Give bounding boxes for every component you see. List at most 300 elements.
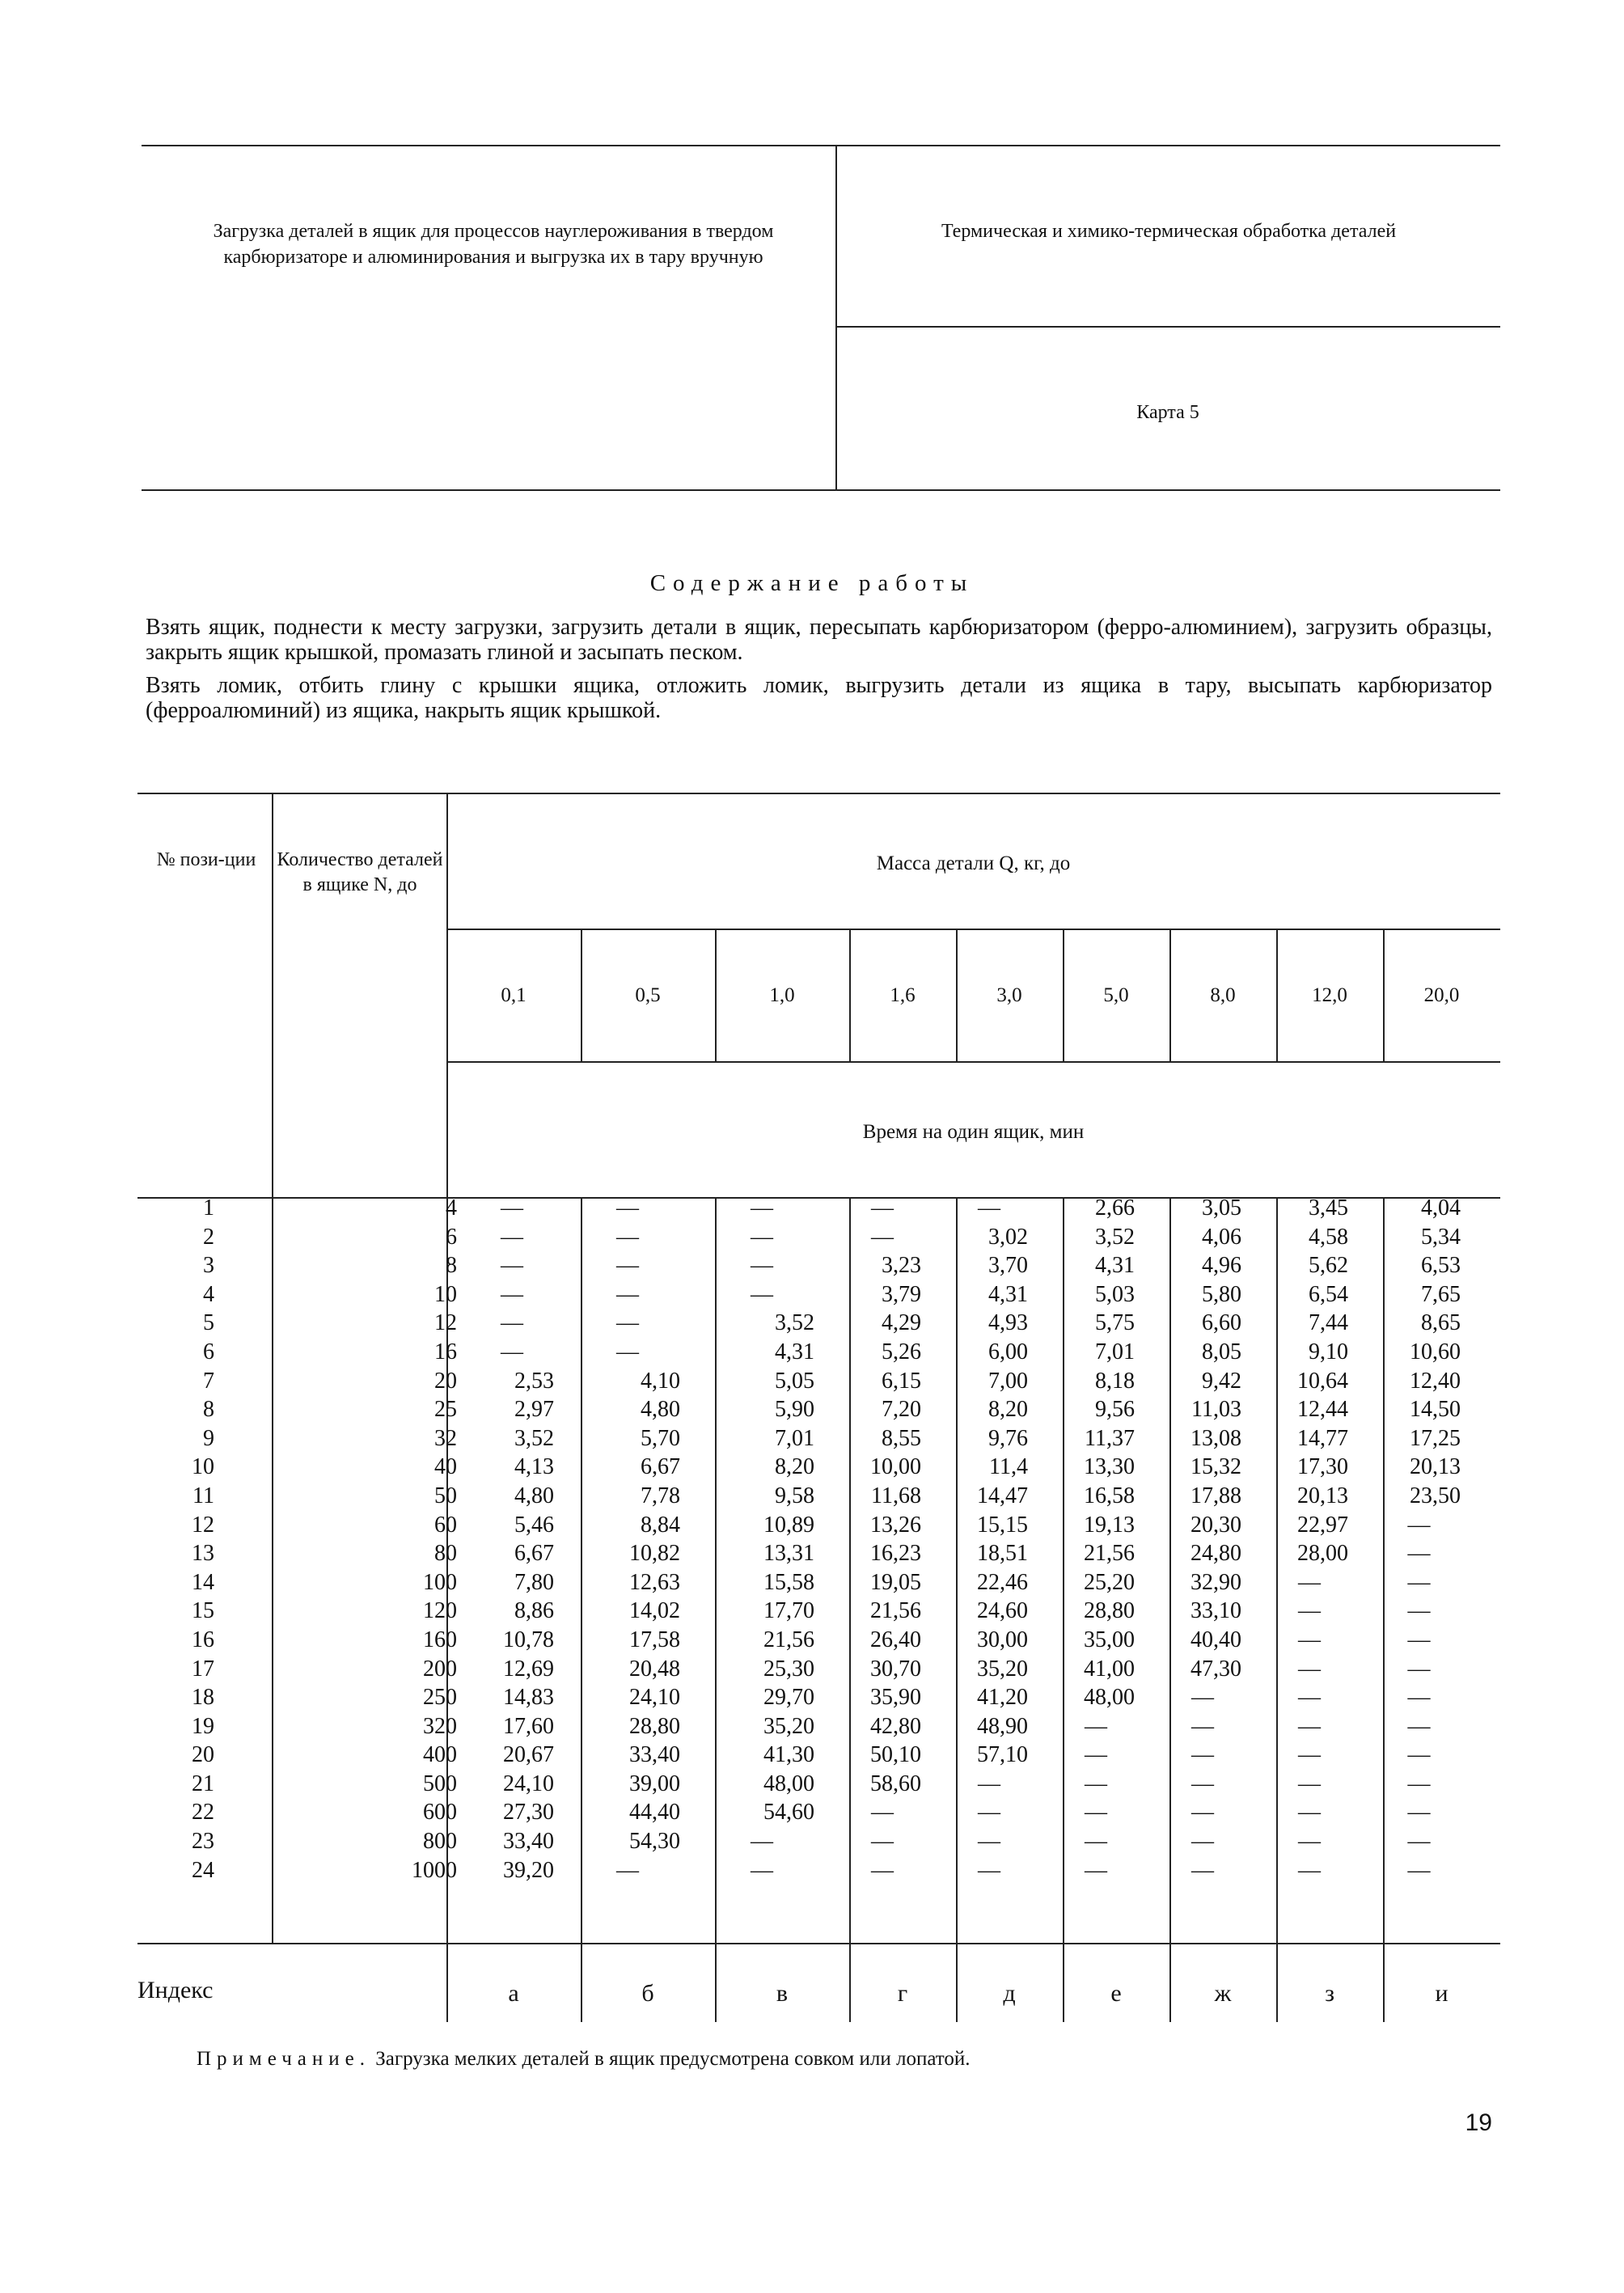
position-cell: 21: [192, 1771, 214, 1796]
time-value-cell: 12,63: [629, 1569, 680, 1595]
position-cell: 12: [192, 1512, 214, 1538]
time-value-cell: 14,47: [977, 1483, 1028, 1508]
work-paragraph-1: Взять ящик, поднести к месту загрузки, загрузить детали в ящик, пересыпать карбюризатором (ферро-алюминием), загрузить образцы, закрыть ящик крышкой, промазать глиной и засыпать песком.: [146, 615, 1492, 665]
time-value-cell: 14,77: [1297, 1425, 1348, 1451]
time-value-cell: —: [1407, 1541, 1431, 1567]
time-value-cell: —: [1085, 1713, 1107, 1739]
time-value-cell: 42,80: [870, 1713, 921, 1739]
time-value-cell: 41,30: [763, 1742, 814, 1768]
time-value-cell: 6,67: [641, 1454, 680, 1480]
time-value-cell: 14,02: [629, 1598, 680, 1624]
time-norms-table: [137, 1194, 1475, 1885]
time-value-cell: 22,46: [977, 1569, 1028, 1595]
time-value-cell: —: [751, 1829, 773, 1855]
time-value-cell: 17,70: [763, 1598, 814, 1624]
time-value-cell: —: [978, 1195, 1000, 1221]
quantity-cell: 4: [446, 1195, 457, 1221]
table-row: [137, 1798, 1475, 1827]
time-value-cell: 12,69: [503, 1656, 554, 1682]
time-value-cell: 17,25: [1410, 1425, 1461, 1451]
time-value-cell: 33,10: [1191, 1598, 1241, 1624]
position-cell: 7: [203, 1368, 214, 1394]
time-value-cell: 4,58: [1309, 1224, 1348, 1250]
time-value-cell: 4,06: [1202, 1224, 1241, 1250]
time-value-cell: 5,75: [1095, 1310, 1135, 1336]
quantity-cell: 20: [434, 1368, 457, 1394]
mass-value-header: 3,0: [996, 984, 1022, 1006]
table-top-rule: [137, 793, 1500, 794]
position-cell: 11: [192, 1483, 214, 1508]
time-value-cell: 39,20: [503, 1857, 554, 1883]
index-letter: б: [641, 1980, 654, 2007]
position-cell: 8: [203, 1397, 214, 1423]
position-cell: 5: [203, 1310, 214, 1336]
time-value-cell: 4,80: [641, 1397, 680, 1423]
time-value-cell: —: [1085, 1857, 1107, 1883]
position-cell: 18: [192, 1685, 214, 1711]
time-value-cell: —: [1298, 1598, 1321, 1624]
card-label: Карта 5: [1136, 402, 1199, 423]
quantity-cell: 8: [446, 1253, 457, 1279]
position-cell: 23: [192, 1829, 214, 1855]
time-value-cell: 40,40: [1191, 1627, 1241, 1652]
time-value-cell: 44,40: [629, 1800, 680, 1826]
time-value-cell: —: [871, 1224, 894, 1250]
table-row: [137, 1367, 1475, 1396]
time-value-cell: 4,31: [988, 1281, 1028, 1307]
time-value-cell: 54,30: [629, 1829, 680, 1855]
time-value-cell: 58,60: [870, 1771, 921, 1796]
position-cell: 17: [192, 1656, 214, 1682]
time-value-cell: 5,05: [775, 1368, 814, 1394]
index-label: Индекс: [137, 1977, 214, 2003]
time-value-cell: 24,10: [503, 1771, 554, 1796]
time-value-cell: 11,03: [1191, 1397, 1241, 1423]
mass-value-header: 5,0: [1103, 984, 1129, 1006]
time-value-cell: 4,96: [1202, 1253, 1241, 1279]
time-value-cell: 24,80: [1191, 1541, 1241, 1567]
time-value-cell: —: [1407, 1857, 1431, 1883]
quantity-cell: 12: [434, 1310, 457, 1336]
time-value-cell: 39,00: [629, 1771, 680, 1796]
position-cell: 19: [192, 1713, 214, 1739]
position-cell: 2: [203, 1224, 214, 1250]
position-cell: 10: [192, 1454, 214, 1480]
time-value-cell: 3,52: [1095, 1224, 1135, 1250]
mass-value-header: 8,0: [1210, 984, 1236, 1006]
process-title: Термическая и химико-термическая обработка деталей: [941, 221, 1397, 242]
time-value-cell: 48,90: [977, 1713, 1028, 1739]
time-value-cell: —: [751, 1253, 773, 1279]
time-value-cell: —: [978, 1857, 1000, 1883]
table-body-bottom-rule: [137, 1943, 1500, 1944]
time-value-cell: 3,02: [988, 1224, 1028, 1250]
time-value-cell: —: [1191, 1771, 1214, 1796]
time-value-cell: 15,32: [1191, 1454, 1241, 1480]
time-value-cell: 9,58: [775, 1483, 814, 1508]
time-value-cell: 10,00: [870, 1454, 921, 1480]
time-value-cell: —: [1191, 1829, 1214, 1855]
position-cell: 16: [192, 1627, 214, 1652]
time-value-cell: —: [616, 1253, 639, 1279]
time-value-cell: 29,70: [763, 1685, 814, 1711]
time-value-cell: —: [1191, 1857, 1214, 1883]
index-letter: е: [1110, 1980, 1122, 2007]
time-value-cell: 3,05: [1202, 1195, 1241, 1221]
position-cell: 1: [203, 1195, 214, 1221]
time-value-cell: 7,00: [988, 1368, 1028, 1394]
time-value-cell: 20,30: [1191, 1512, 1241, 1538]
position-cell: 6: [203, 1339, 214, 1364]
time-value-cell: —: [1085, 1771, 1107, 1796]
note-label: Примечание.: [197, 2048, 371, 2070]
time-value-cell: —: [1407, 1569, 1431, 1595]
time-value-cell: 19,05: [870, 1569, 921, 1595]
table-row: [137, 1626, 1475, 1655]
table-row: [137, 1511, 1475, 1540]
time-value-cell: 8,05: [1202, 1339, 1241, 1364]
time-value-cell: —: [501, 1310, 523, 1336]
time-value-cell: 3,79: [882, 1281, 921, 1307]
quantity-cell: 16: [434, 1339, 457, 1364]
time-value-cell: 22,97: [1297, 1512, 1348, 1538]
time-value-cell: 6,60: [1202, 1310, 1241, 1336]
time-value-cell: 16,58: [1084, 1483, 1135, 1508]
time-value-cell: —: [751, 1857, 773, 1883]
time-value-cell: 13,31: [763, 1541, 814, 1567]
table-row: [137, 1194, 1475, 1223]
time-value-cell: —: [1085, 1829, 1107, 1855]
time-value-cell: 33,40: [503, 1829, 554, 1855]
time-value-cell: 3,23: [882, 1253, 921, 1279]
time-value-cell: 10,60: [1410, 1339, 1461, 1364]
time-value-cell: 3,45: [1309, 1195, 1348, 1221]
time-value-cell: —: [1407, 1800, 1431, 1826]
qty-column-header: Количество деталей в ящике N, до: [277, 849, 443, 895]
time-value-cell: 26,40: [870, 1627, 921, 1652]
time-value-cell: —: [1407, 1656, 1431, 1682]
quantity-cell: 100: [423, 1569, 457, 1595]
quantity-cell: 60: [434, 1512, 457, 1538]
time-value-cell: 5,34: [1421, 1224, 1461, 1250]
time-value-cell: —: [1298, 1685, 1321, 1711]
time-value-cell: 28,00: [1297, 1541, 1348, 1567]
time-value-cell: 57,10: [977, 1742, 1028, 1768]
time-value-cell: 2,53: [514, 1368, 554, 1394]
mass-value-header: 12,0: [1312, 984, 1347, 1006]
time-value-cell: 5,03: [1095, 1281, 1135, 1307]
table-row: [137, 1827, 1475, 1856]
position-cell: 22: [192, 1800, 214, 1826]
quantity-cell: 250: [423, 1685, 457, 1711]
time-value-cell: 8,84: [641, 1512, 680, 1538]
time-value-cell: 41,20: [977, 1685, 1028, 1711]
time-value-cell: 17,88: [1191, 1483, 1241, 1508]
quantity-cell: 160: [423, 1627, 457, 1652]
time-value-cell: 15,15: [977, 1512, 1028, 1538]
time-value-cell: —: [1298, 1627, 1321, 1652]
time-value-cell: 6,67: [514, 1541, 554, 1567]
time-value-cell: 7,65: [1421, 1281, 1461, 1307]
time-value-cell: —: [751, 1281, 773, 1307]
table-row: [137, 1712, 1475, 1741]
time-value-cell: 16,23: [870, 1541, 921, 1567]
time-value-cell: 20,13: [1410, 1454, 1461, 1480]
quantity-cell: 800: [423, 1829, 457, 1855]
time-value-cell: —: [1298, 1742, 1321, 1768]
header-bottom-rule: [142, 489, 1500, 491]
quantity-cell: 10: [434, 1281, 457, 1307]
position-cell: 24: [192, 1857, 214, 1883]
time-value-cell: 11,68: [871, 1483, 921, 1508]
time-value-cell: —: [1407, 1598, 1431, 1624]
time-value-cell: 9,56: [1095, 1397, 1135, 1423]
time-value-cell: —: [1085, 1742, 1107, 1768]
time-value-cell: 9,76: [988, 1425, 1028, 1451]
time-value-cell: —: [751, 1195, 773, 1221]
time-value-cell: 8,86: [514, 1598, 554, 1624]
quantity-cell: 40: [434, 1454, 457, 1480]
time-value-cell: —: [1191, 1713, 1214, 1739]
time-value-cell: 6,54: [1309, 1281, 1348, 1307]
time-value-cell: 8,20: [775, 1454, 814, 1480]
time-value-cell: 20,13: [1297, 1483, 1348, 1508]
time-value-cell: 4,93: [988, 1310, 1028, 1336]
time-value-cell: 10,82: [629, 1541, 680, 1567]
time-value-cell: 4,29: [882, 1310, 921, 1336]
time-value-cell: —: [1407, 1685, 1431, 1711]
time-value-cell: 7,20: [882, 1397, 921, 1423]
table-row: [137, 1251, 1475, 1280]
table-row: [137, 1280, 1475, 1309]
time-value-cell: —: [1298, 1713, 1321, 1739]
time-value-cell: —: [871, 1829, 894, 1855]
mass-group-header: Масса детали Q, кг, до: [876, 852, 1071, 874]
table-row: [137, 1395, 1475, 1424]
time-value-cell: 4,31: [775, 1339, 814, 1364]
time-group-header: Время на один ящик, мин: [862, 1121, 1085, 1143]
time-value-cell: —: [1407, 1742, 1431, 1768]
time-value-cell: —: [501, 1281, 523, 1307]
time-value-cell: —: [978, 1800, 1000, 1826]
time-value-cell: 17,60: [503, 1713, 554, 1739]
position-cell: 13: [192, 1541, 214, 1567]
time-value-cell: 8,55: [882, 1425, 921, 1451]
time-value-cell: 30,70: [870, 1656, 921, 1682]
mass-value-header: 1,6: [890, 984, 916, 1006]
time-value-cell: 20,48: [629, 1656, 680, 1682]
time-value-cell: —: [1407, 1829, 1431, 1855]
time-value-cell: 10,64: [1297, 1368, 1348, 1394]
time-value-cell: —: [616, 1281, 639, 1307]
time-value-cell: 12,40: [1410, 1368, 1461, 1394]
time-value-cell: 3,52: [775, 1310, 814, 1336]
quantity-cell: 200: [423, 1656, 457, 1682]
time-value-cell: 14,50: [1410, 1397, 1461, 1423]
time-value-cell: —: [501, 1224, 523, 1250]
time-value-cell: 35,20: [977, 1656, 1028, 1682]
index-letter: а: [508, 1980, 519, 2007]
time-value-cell: 5,70: [641, 1425, 680, 1451]
table-row: [137, 1741, 1475, 1770]
time-value-cell: 27,30: [503, 1800, 554, 1826]
time-value-cell: 35,20: [763, 1713, 814, 1739]
time-value-cell: —: [501, 1253, 523, 1279]
time-value-cell: 28,80: [629, 1713, 680, 1739]
time-value-cell: 6,53: [1421, 1253, 1461, 1279]
quantity-cell: 400: [423, 1742, 457, 1768]
index-letter: д: [1003, 1980, 1016, 2007]
time-value-cell: —: [616, 1224, 639, 1250]
table-row: [137, 1597, 1475, 1626]
quantity-cell: 120: [423, 1598, 457, 1624]
time-value-cell: 21,56: [870, 1598, 921, 1624]
time-value-cell: 28,80: [1084, 1598, 1135, 1624]
quantity-cell: 6: [446, 1224, 457, 1250]
time-value-cell: —: [501, 1195, 523, 1221]
time-value-cell: 48,00: [763, 1771, 814, 1796]
time-value-cell: 7,01: [1095, 1339, 1135, 1364]
time-value-cell: 4,10: [641, 1368, 680, 1394]
operation-title: Загрузка деталей в ящик для процессов науглероживания в твердом карбюризаторе и алюминирования и выгрузка их в тару вручную: [213, 221, 774, 268]
time-value-cell: —: [1298, 1857, 1321, 1883]
position-cell: 3: [203, 1253, 214, 1279]
header-divider: [835, 145, 837, 489]
time-value-cell: 5,62: [1309, 1253, 1348, 1279]
time-value-cell: 30,00: [977, 1627, 1028, 1652]
time-value-cell: 15,58: [763, 1569, 814, 1595]
table-row: [137, 1482, 1475, 1511]
time-value-cell: 24,60: [977, 1598, 1028, 1624]
time-value-cell: —: [871, 1857, 894, 1883]
time-value-cell: 3,70: [988, 1253, 1028, 1279]
time-value-cell: 35,00: [1084, 1627, 1135, 1652]
time-value-cell: 8,65: [1421, 1310, 1461, 1336]
time-value-cell: —: [616, 1339, 639, 1364]
time-value-cell: 14,83: [503, 1685, 554, 1711]
table-row: [137, 1453, 1475, 1482]
time-value-cell: 13,26: [870, 1512, 921, 1538]
time-value-cell: —: [1407, 1713, 1431, 1739]
index-letter: и: [1435, 1980, 1448, 2007]
time-value-cell: 2,97: [514, 1397, 554, 1423]
time-value-cell: —: [1407, 1627, 1431, 1652]
time-value-cell: —: [978, 1771, 1000, 1796]
time-value-cell: 7,78: [641, 1483, 680, 1508]
time-value-cell: 23,50: [1410, 1483, 1461, 1508]
quantity-cell: 1000: [412, 1857, 457, 1883]
time-value-cell: 5,26: [882, 1339, 921, 1364]
time-value-cell: 48,00: [1084, 1685, 1135, 1711]
table-row: [137, 1309, 1475, 1338]
time-value-cell: 25,20: [1084, 1569, 1135, 1595]
time-value-cell: 33,40: [629, 1742, 680, 1768]
time-value-cell: 21,56: [1084, 1541, 1135, 1567]
time-value-cell: 17,58: [629, 1627, 680, 1652]
footnote: [197, 2048, 971, 2071]
table-row: [137, 1655, 1475, 1684]
time-value-cell: 4,13: [514, 1454, 554, 1480]
time-value-cell: 21,56: [763, 1627, 814, 1652]
time-value-cell: —: [871, 1195, 894, 1221]
quantity-cell: 600: [423, 1800, 457, 1826]
time-value-cell: —: [978, 1829, 1000, 1855]
time-value-cell: —: [1298, 1771, 1321, 1796]
table-row: [137, 1683, 1475, 1712]
table-row: [137, 1424, 1475, 1453]
time-value-cell: 5,90: [775, 1397, 814, 1423]
time-value-cell: —: [871, 1800, 894, 1826]
time-value-cell: 4,80: [514, 1483, 554, 1508]
mass-value-header: 0,5: [635, 984, 661, 1006]
time-value-cell: 32,90: [1191, 1569, 1241, 1595]
quantity-cell: 80: [434, 1541, 457, 1567]
time-value-cell: 25,30: [763, 1656, 814, 1682]
time-value-cell: 7,80: [514, 1569, 554, 1595]
work-section-title: Содержание работы: [649, 570, 975, 596]
time-value-cell: —: [616, 1195, 639, 1221]
mass-value-header: 1,0: [769, 984, 795, 1006]
time-value-cell: —: [1298, 1800, 1321, 1826]
header-card-rule: [835, 326, 1500, 328]
mass-values-top-rule: [446, 929, 1500, 930]
time-value-cell: —: [1191, 1800, 1214, 1826]
time-value-cell: —: [1191, 1742, 1214, 1768]
table-row: [137, 1856, 1475, 1885]
table-row: [137, 1568, 1475, 1597]
time-value-cell: 7,01: [775, 1425, 814, 1451]
time-value-cell: —: [1298, 1569, 1321, 1595]
time-value-cell: 4,31: [1095, 1253, 1135, 1279]
time-value-cell: 13,30: [1084, 1454, 1135, 1480]
time-value-cell: 18,51: [977, 1541, 1028, 1567]
time-value-cell: 10,89: [763, 1512, 814, 1538]
table-row: [137, 1338, 1475, 1367]
position-cell: 15: [192, 1598, 214, 1624]
quantity-cell: 25: [434, 1397, 457, 1423]
time-value-cell: 8,18: [1095, 1368, 1135, 1394]
mass-value-header: 20,0: [1423, 984, 1460, 1006]
quantity-cell: 500: [423, 1771, 457, 1796]
index-letter: г: [897, 1980, 908, 2007]
header-top-rule: [142, 145, 1500, 146]
time-value-cell: 2,66: [1095, 1195, 1135, 1221]
position-cell: 14: [192, 1569, 214, 1595]
time-value-cell: 41,00: [1084, 1656, 1135, 1682]
time-value-cell: 54,60: [763, 1800, 814, 1826]
quantity-cell: 32: [434, 1425, 457, 1451]
mass-value-header: 0,1: [501, 984, 527, 1006]
time-value-cell: 9,10: [1309, 1339, 1348, 1364]
time-value-cell: 11,37: [1085, 1425, 1135, 1451]
time-value-cell: —: [1407, 1512, 1431, 1538]
time-value-cell: 47,30: [1191, 1656, 1241, 1682]
time-value-cell: 12,44: [1297, 1397, 1348, 1423]
page-number: 19: [1465, 2109, 1492, 2136]
time-value-cell: —: [1191, 1685, 1214, 1711]
time-value-cell: —: [1298, 1656, 1321, 1682]
work-paragraph-2: Взять ломик, отбить глину с крышки ящика, отложить ломик, выгрузить детали из ящика в тару, высыпать карбюризатор (ферроалюминий) из ящика, накрыть ящик крышкой.: [146, 673, 1492, 723]
table-row: [137, 1770, 1475, 1799]
quantity-cell: 50: [434, 1483, 457, 1508]
time-value-cell: 6,00: [988, 1339, 1028, 1364]
time-value-cell: 9,42: [1202, 1368, 1241, 1394]
time-header-top-rule: [446, 1061, 1500, 1063]
time-value-cell: 13,08: [1191, 1425, 1241, 1451]
position-cell: 20: [192, 1742, 214, 1768]
table-row: [137, 1539, 1475, 1568]
time-value-cell: 11,4: [989, 1454, 1028, 1480]
